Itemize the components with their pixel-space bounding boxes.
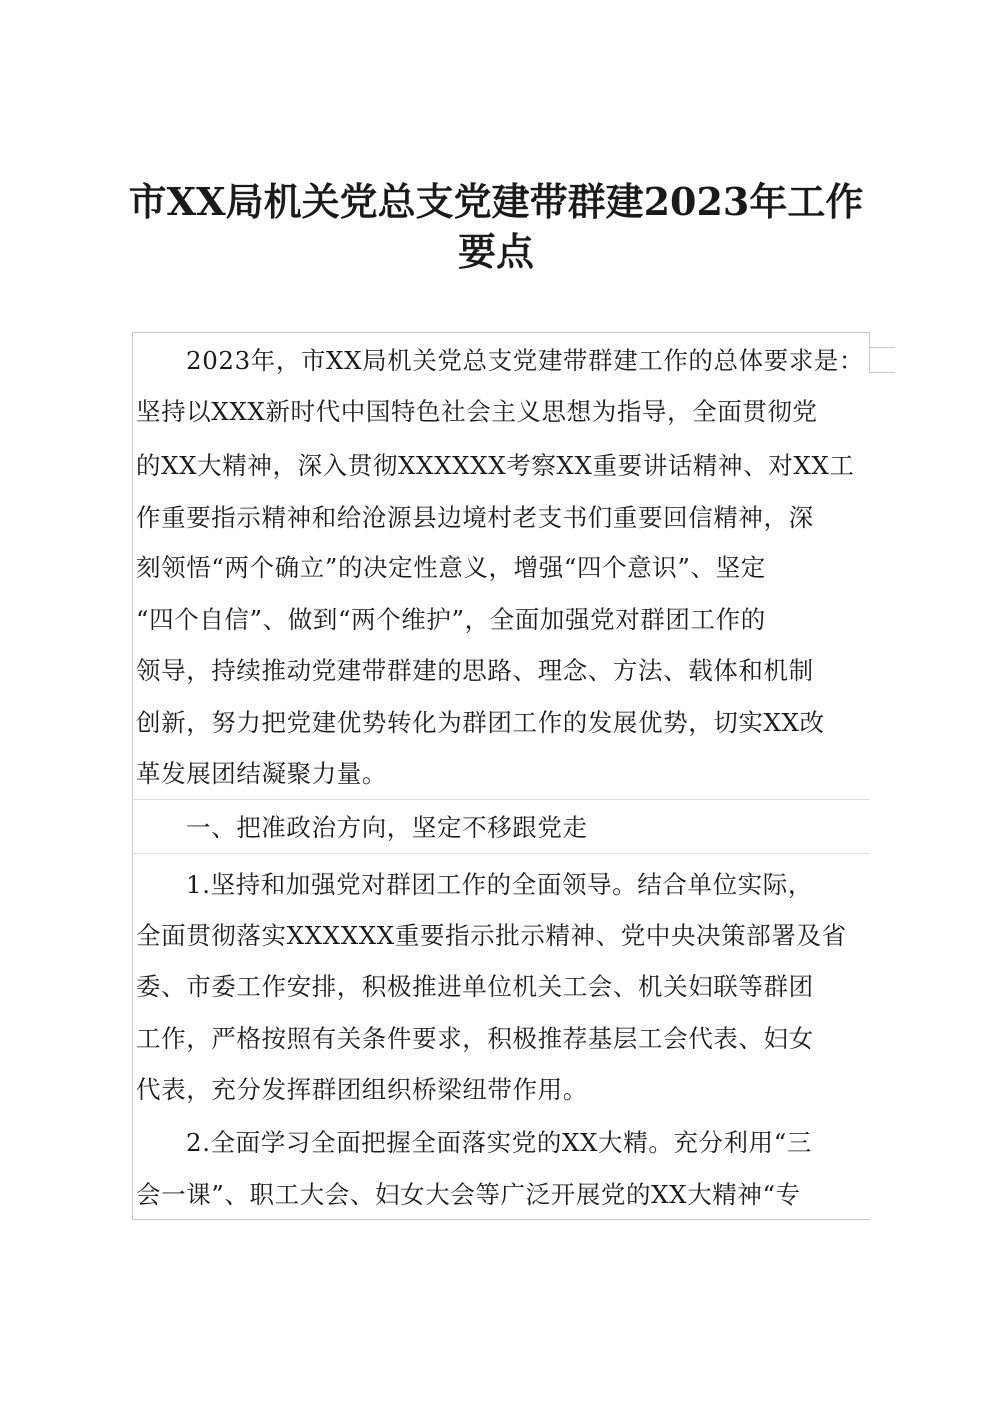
frame-right-stub [869,332,870,372]
frame-row-divider [132,799,870,800]
frame-top-border [132,332,870,333]
section-heading: 一、把准政治方向，坚定不移跟党走 [186,813,588,842]
paragraph-line: 坚持以XXX新时代中国特色社会主义思想为指导，全面贯彻党 [136,397,818,426]
frame-right-tick [869,372,895,373]
paragraph-line: 1.坚持和加强党对群团工作的全面领导。结合单位实际， [186,870,813,899]
paragraph-line: 工作，严格按照有关条件要求，积极推荐基层工会代表、妇女 [136,1024,814,1053]
paragraph-line: 创新，努力把党建优势转化为群团工作的发展优势，切实XX改 [136,708,825,737]
paragraph-line: “四个自信”、做到“两个维护”，全面加强党对群团工作的 [136,605,766,634]
frame-left-border [132,332,133,1220]
frame-bottom-border [132,1219,870,1220]
paragraph-line: 2.全面学习全面把握全面落实党的XX大精。充分利用“三 [186,1128,812,1157]
paragraph-line: 会一课”、职工大会、妇女大会等广泛开展党的XX大精神“专 [136,1180,801,1209]
paragraph-line: 2023年，市XX局机关党总支党建带群建工作的总体要求是： [186,346,865,375]
paragraph-line: 代表，充分发挥群团组织桥梁纽带作用。 [136,1075,588,1104]
frame-right-tick [869,347,895,348]
paragraph-line: 作重要指示精神和给沧源县边境村老支书们重要回信精神，深 [136,503,814,532]
paragraph-line: 委、市委工作安排，积极推进单位机关工会、机关妇联等群团 [136,972,814,1001]
paragraph-line: 的XX大精神，深入贯彻XXXXXX考察XX重要讲话精神、对XX工 [136,451,855,480]
paragraph-line: 领导，持续推动党建带群建的思路、理念、方法、载体和机制 [136,656,814,685]
document-title-line-2: 要点 [457,229,534,274]
paragraph-line: 全面贯彻落实XXXXXX重要指示批示精神、党中央决策部署及省 [136,921,847,950]
paragraph-line: 革发展团结凝聚力量。 [136,759,387,788]
frame-row-divider [132,853,870,854]
paragraph-line: 刻领悟“两个确立”的决定性意义，增强“四个意识”、坚定 [136,553,766,582]
document-title-line-1: 市XX局机关党总支党建带群建2023年工作 [128,179,864,224]
